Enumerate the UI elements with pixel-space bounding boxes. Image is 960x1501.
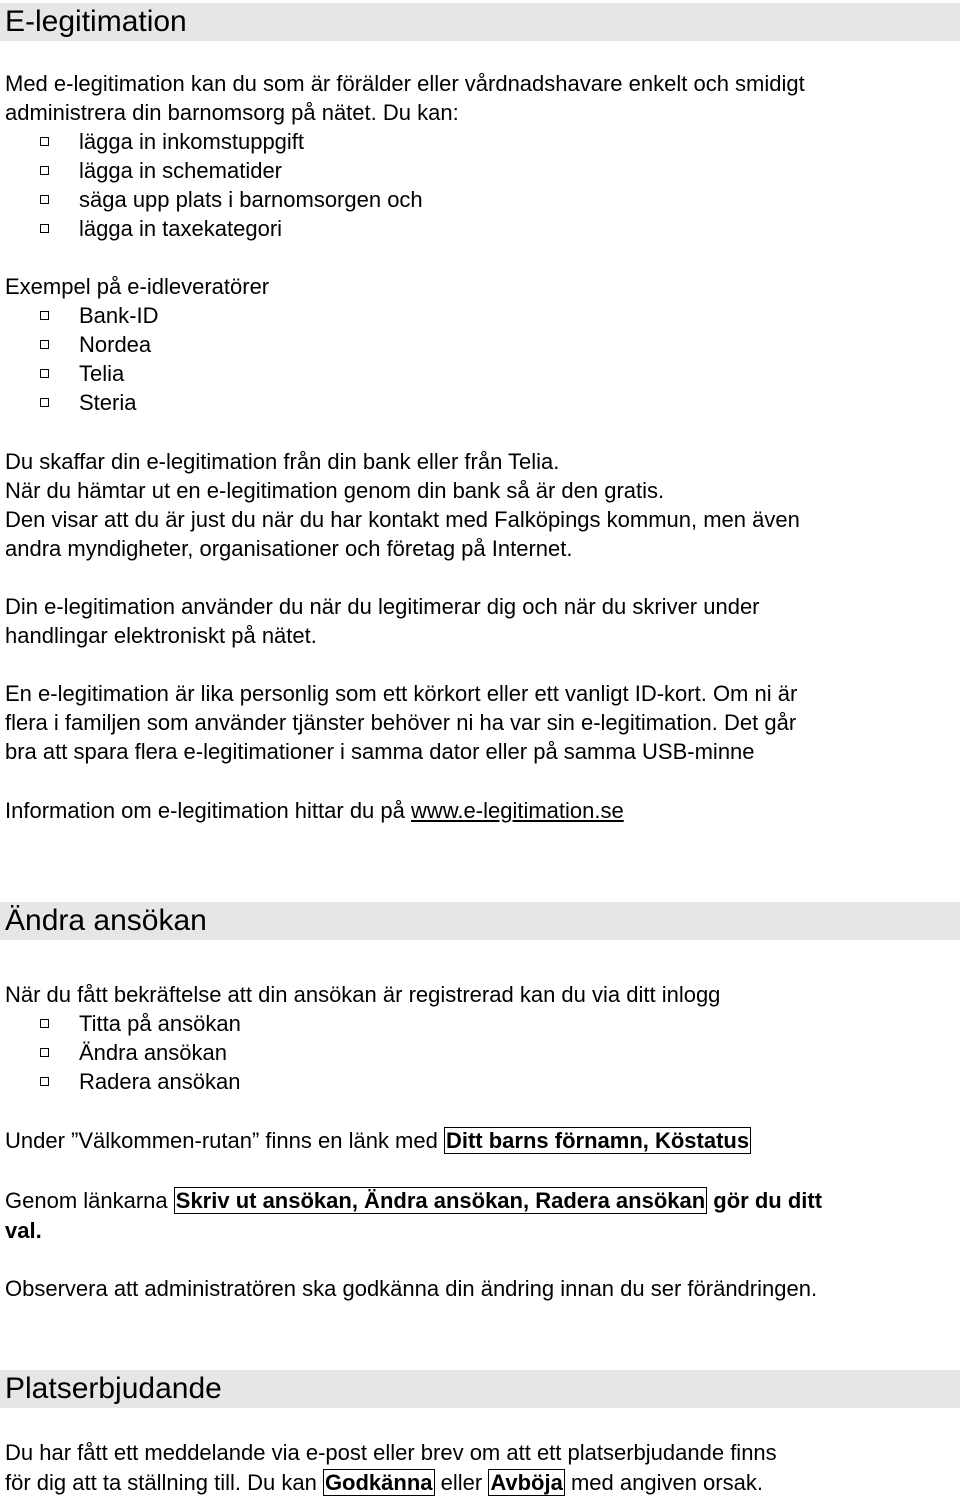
list-item-label: Telia [79,361,125,386]
paragraph-line: handlingar elektroniskt på nätet. [5,623,317,648]
section-heading-platserbjudande: Platserbjudande [0,1370,960,1408]
list-item-label: lägga in inkomstuppgift [79,129,305,154]
paragraph-line: När du hämtar ut en e-legitimation genom din bank så är den gratis. [5,478,665,503]
checkbox-bullet-icon [40,398,49,407]
offer-line [5,1468,763,1497]
info-text: Information om e-legitimation hittar du på [5,798,411,823]
observe-note: Observera att administratören ska godkänna din ändring innan du ser förändringen. [5,1276,818,1301]
list-item-label: Radera ansökan [79,1069,241,1094]
section-heading-e-legitimation: E-legitimation [0,3,960,41]
application-links[interactable]: Skriv ut ansökan, Ändra ansökan, Radera ansökan [175,1188,706,1213]
paragraph-line: Du har fått ett meddelande via e-post eller brev om att ett platserbjudande finns [5,1440,777,1465]
checkbox-bullet-icon [40,195,49,204]
checkbox-bullet-icon [40,166,49,175]
section-heading-andra-ansokan: Ändra ansökan [0,902,960,940]
list-item-label: Titta på ansökan [79,1011,241,1036]
intro-line-2: administrera din barnomsorg på nätet. Du kan: [5,100,459,125]
list-item-label: lägga in schematider [79,158,283,183]
under-text: Under ”Välkommen-rutan” finns en länk med [5,1128,444,1153]
checkbox-bullet-icon [40,224,49,233]
paragraph-line: Din e-legitimation använder du när du legitimerar dig och när du skriver under [5,594,760,619]
genom-line [5,1186,822,1215]
checkbox-bullet-icon [40,311,49,320]
checkbox-bullet-icon [40,1077,49,1086]
e-legitimation-link[interactable]: www.e-legitimation.se [410,798,624,823]
checkbox-bullet-icon [40,340,49,349]
decline-link[interactable]: Avböja [490,1470,563,1495]
paragraph-line: En e-legitimation är lika personlig som ett körkort eller ett vanligt ID-kort. Om ni är [5,681,798,706]
checkbox-bullet-icon [40,1019,49,1028]
offer-text: med angiven orsak. [564,1470,763,1495]
genom-text: Genom länkarna [5,1188,174,1213]
paragraph-line: bra att spara flera e-legitimationer i samma dator eller på samma USB-minne [5,739,755,764]
paragraph-line: flera i familjen som använder tjänster behöver ni ha var sin e-legitimation. Det går [5,710,797,735]
approve-link[interactable]: Godkänna [324,1470,433,1495]
list-item-label: lägga in taxekategori [79,216,283,241]
paragraph-line: När du fått bekräftelse att din ansökan är registrerad kan du via ditt inlogg [5,982,721,1007]
list-item-label: Bank-ID [79,303,159,328]
offer-text: eller [434,1470,489,1495]
list-item-label: Nordea [79,332,152,357]
paragraph-line: Du skaffar din e-legitimation från din bank eller från Telia. [5,449,560,474]
checkbox-bullet-icon [40,1048,49,1057]
child-name-link[interactable]: Ditt barns förnamn, Köstatus [445,1128,750,1153]
info-line [5,796,624,825]
intro-line-1: Med e-legitimation kan du som är förälder eller vårdnadshavare enkelt och smidigt [5,71,805,96]
genom-line-2: val. [5,1218,42,1243]
list-item-label: Ändra ansökan [79,1040,227,1065]
paragraph-line: andra myndigheter, organisationer och företag på Internet. [5,536,573,561]
checkbox-bullet-icon [40,369,49,378]
examples-label: Exempel på e-idleveratörer [5,274,270,299]
offer-text: för dig att ta ställning till. Du kan [5,1470,323,1495]
checkbox-bullet-icon [40,137,49,146]
under-line [5,1126,751,1155]
paragraph-line: Den visar att du är just du när du har kontakt med Falköpings kommun, men även [5,507,800,532]
list-item-label: Steria [79,390,137,415]
genom-suffix: gör du ditt [707,1188,823,1213]
list-item-label: säga upp plats i barnomsorgen och [79,187,423,212]
